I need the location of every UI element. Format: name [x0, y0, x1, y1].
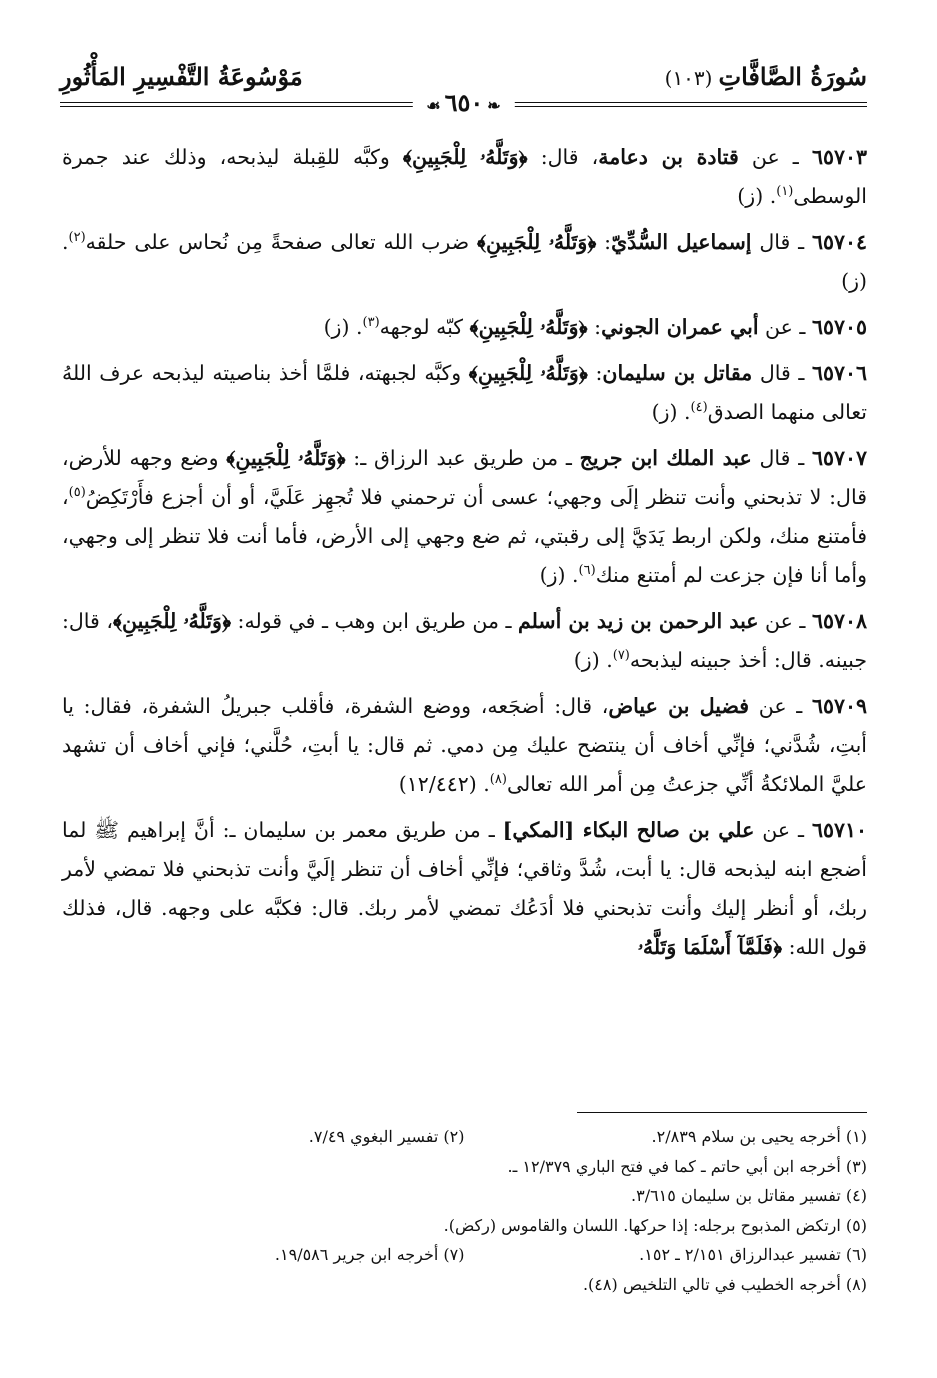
narration-entry: [62, 439, 867, 595]
page-header: [60, 62, 867, 117]
entry-intro: ـ قال: [751, 230, 812, 254]
quran-ayah: ﴿وَتَلَّهُۥ لِلْجَبِينِ﴾: [476, 230, 597, 254]
footnote: (٦) تفسير عبدالرزاق ٢/١٥١ ـ ١٥٢.: [639, 1245, 867, 1264]
ornament-icon: ☙: [426, 96, 441, 115]
entry-text: :: [596, 230, 612, 254]
entry-number: ٦٥٧٠٨: [811, 609, 867, 633]
entry-text: وكبَّه للقِبلة ليذبحه، وذلك عند جمرة الوسطى: [62, 145, 867, 208]
narration-entry: [62, 308, 867, 347]
entry-intro: ـ عن: [754, 818, 812, 842]
footnote-row: [62, 1181, 867, 1211]
entry-tail: . (ز): [573, 648, 613, 672]
narration-entry: [62, 223, 867, 301]
footnote-marker[interactable]: (٢): [68, 230, 86, 246]
footnote: (٢) تفسير البغوي ٧/٤٩.: [308, 1127, 465, 1146]
entry-text: ـ من طريق ابن وهب ـ في قوله:: [231, 609, 518, 633]
narration-entry: [62, 138, 867, 216]
quran-ayah: ﴿وَتَلَّهُۥ لِلْجَبِينِ﴾: [112, 609, 232, 633]
entry-number: ٦٥٧٠٩: [811, 694, 867, 718]
quran-ayah: ﴿وَتَلَّهُۥ لِلْجَبِينِ﴾: [226, 446, 346, 470]
narration-entry: [62, 354, 867, 432]
entry-intro: ـ عن: [749, 694, 812, 718]
entry-number: ٦٥٧٠٣: [811, 145, 867, 169]
entry-text: ، قال:: [527, 145, 599, 169]
page-number: [412, 88, 514, 117]
footnote: (٣) أخرجه ابن أبي حاتم ـ كما في فتح الباري ١٢/٣٧٩ ـ.: [507, 1156, 867, 1176]
footnote-marker[interactable]: (٦): [578, 563, 596, 579]
entry-intro: ـ عن: [738, 145, 812, 169]
entry-text: وضع وجهه للأرض، قال: لا تذبحني وأنت تنظر إلَى وجهي؛ عسى أن ترحمني فلا تُجهِز عَلَيَّ، أو أن أجزع فأَرْتَكِضُ: [62, 446, 867, 509]
entry-text: ، قال: أضجَعه، ووضع الشفرة، فأقلب جبريلُ الشفرة، فقال: يا أبتِ، شُدَّني؛ فإنِّي أخاف أن ينتضح عليك مِن دمي. ثم قال: يا أبتِ، حُلَّني؛ فإني أخاف أن تشهد عليَّ الملائكةُ أنِّي جزعتُ مِن أمر الله تعالى: [62, 694, 867, 796]
entry-intro: ـ عن: [758, 315, 812, 339]
narrator-name: أبي عمران الجوني: [601, 315, 759, 339]
entry-text: وكبَّه لجبهته، فلمَّا أخذ بناصيته ليذبحه عرف اللهُ تعالى منهما الصدق: [62, 361, 867, 424]
quran-ayah: ﴿فَلَمَّآ أَسْلَمَا وَتَلَّهُۥ: [637, 935, 783, 959]
footnote-marker[interactable]: (٤): [690, 400, 708, 416]
entry-intro: ـ عن: [758, 609, 812, 633]
footnote: (٥) ارتكض المذبوح برجله: إذا حركها. اللسان والقاموس (ركض).: [443, 1215, 867, 1235]
surah-name: سُورَةُ الصَّافَّاتِ: [718, 62, 867, 91]
footnote: (١) أخرجه يحيى بن سلام ٢/٨٣٩.: [651, 1127, 867, 1146]
surah-title: [665, 62, 867, 91]
entry-number: ٦٥٧٠٧: [811, 446, 868, 470]
entry-number: ٦٥٧٠٤: [811, 230, 867, 254]
entry-tail: . (١٢/٤٤٢): [398, 772, 490, 796]
narrator-name: قتادة بن دعامة: [598, 145, 739, 169]
footnote-marker[interactable]: (٣): [362, 315, 380, 331]
footnote: (٤) تفسير مقاتل بن سليمان ٣/٦١٥.: [631, 1186, 867, 1205]
narration-entry: [62, 687, 867, 804]
entry-text: ـ من طريق معمر بن سليمان ـ: أنَّ إبراهيم ﷺ لما أضجع ابنه ليذبحه قال: يا أبت، شُدَّ وثاقي؛ فإنِّي أخاف أن تنظر إلَيَّ وأنت تذبحني فلا تمضي لأمر ربك، أو أنظر إليك وأنت تذبحني فلا أدَعُك تمضي لأمر ربك. قال: فكبَّه على وجهه. قال، فذلك قول الله:: [62, 818, 867, 959]
footnotes-rule: [577, 1112, 867, 1113]
entry-text: ضرب الله تعالى صفحةً مِن نُحاس على حلقه: [85, 230, 477, 254]
entry-tail: . (ز): [737, 184, 777, 208]
narrator-name: عبد الملك ابن جريج: [579, 446, 752, 470]
narrator-name: مقاتل بن سليمان: [602, 361, 753, 385]
entry-text: ، قال: جبينه. قال: أخذ جبينه ليذبحه: [61, 609, 867, 672]
quran-ayah: ﴿وَتَلَّهُۥ لِلْجَبِينِ﴾: [469, 315, 588, 339]
ornament-icon: ❧: [487, 96, 501, 115]
entry-text: :: [587, 361, 603, 385]
footnote-row: [62, 1152, 867, 1182]
entry-intro: ـ قال: [751, 446, 812, 470]
narration-entry: [62, 811, 867, 967]
footnote-marker[interactable]: (١): [776, 184, 794, 200]
footnote-marker[interactable]: (٥): [68, 485, 86, 501]
entry-tail: . (ز): [62, 230, 867, 293]
entry-number: ٦٥٧٠٥: [811, 315, 867, 339]
entry-tail: . (ز): [539, 563, 579, 587]
footnote: (٨) أخرجه الخطيب في تالي التلخيص (٤٨).: [582, 1274, 867, 1294]
main-text: [62, 138, 867, 974]
book-title: مَوْسُوعَةُ التَّفْسِيرِ المَأْثُورِ: [60, 62, 303, 91]
entry-tail: . (ز): [323, 315, 363, 339]
narrator-name: علي بن صالح البكاء [المكي]: [502, 818, 755, 842]
footnote-marker[interactable]: (٧): [612, 648, 630, 664]
surah-number: (١٠٣): [664, 66, 713, 90]
footnote-row: [62, 1240, 867, 1270]
footnote-row: [62, 1270, 867, 1300]
entry-intro: ـ قال: [752, 361, 812, 385]
entry-text: كبّه لوجهه: [379, 315, 470, 339]
narration-entry: [62, 602, 867, 680]
quran-ayah: ﴿وَتَلَّهُۥ لِلْجَبِينِ﴾: [402, 145, 528, 169]
footnote-row: [62, 1122, 867, 1152]
entry-tail: . (ز): [651, 400, 691, 424]
page-number-value: ٦٥٠: [444, 88, 484, 117]
narrator-name: عبد الرحمن بن زيد بن أسلم: [517, 609, 759, 633]
footnotes: [62, 1122, 867, 1299]
narrator-name: إسماعيل السُّدِّيّ: [611, 230, 752, 254]
entry-text: ، فأمتنع منك، ولكن اربط يَدَيَّ إلى رقبتي، ثم ضع وجهي إلى الأرض، فأما أنت فلا تنظر إلى وجهي، وأما أنا فإن جزعت لم أمتنع منك: [62, 485, 867, 587]
entry-number: ٦٥٧٠٦: [811, 361, 868, 385]
narrator-name: فضيل بن عياض: [608, 694, 750, 718]
entry-number: ٦٥٧١٠: [811, 818, 868, 842]
entry-text: :: [587, 315, 602, 339]
footnote-row: [62, 1211, 867, 1241]
entry-text: ـ من طريق عبد الرزاق ـ:: [345, 446, 580, 470]
quran-ayah: ﴿وَتَلَّهُۥ لِلْجَبِينِ﴾: [468, 361, 588, 385]
footnote-marker[interactable]: (٨): [489, 772, 507, 788]
footnote: (٧) أخرجه ابن جرير ١٩/٥٨٦.: [274, 1245, 465, 1264]
